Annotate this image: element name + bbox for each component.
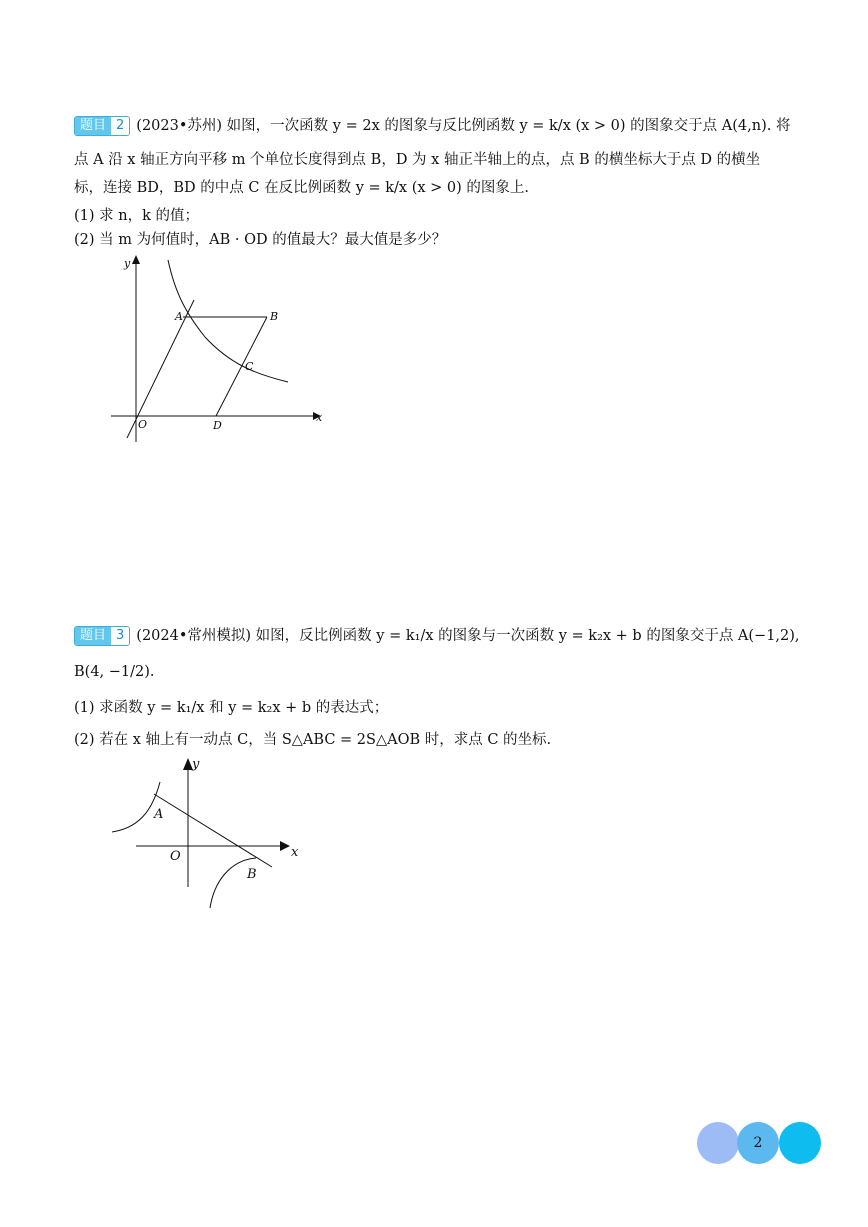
page-number-badge bbox=[697, 1122, 823, 1166]
problem-badge bbox=[74, 626, 130, 646]
problem-2-line-3: 标，连接 BD，BD 的中点 C 在反比例函数 y = k/x (x > 0) 的图象上. bbox=[74, 180, 530, 196]
x-axis-arrow bbox=[280, 841, 290, 851]
badge-label: 题目 bbox=[75, 627, 111, 645]
label-b: B bbox=[270, 310, 279, 323]
problem-3-part-2: (2) 若在 x 轴上有一动点 C，当 S△ABC = 2S△AOB 时，求点 C 的坐标. bbox=[74, 732, 552, 748]
badge-number: 3 bbox=[111, 627, 129, 645]
y-axis-arrow bbox=[132, 255, 140, 264]
pager-circle-left bbox=[697, 1122, 739, 1164]
problem-2-diagram bbox=[105, 252, 335, 447]
problem-3-line-2: B(4, −1/2). bbox=[74, 664, 155, 680]
badge-label: 题目 bbox=[75, 117, 111, 135]
label-y: y bbox=[124, 257, 131, 270]
label-a: A bbox=[175, 310, 183, 323]
problem-3 bbox=[74, 624, 800, 764]
segment-bd bbox=[216, 317, 267, 416]
label-o: O bbox=[170, 849, 181, 864]
label-d: D bbox=[213, 419, 222, 432]
label-y: y bbox=[192, 757, 200, 772]
page-number: 2 bbox=[753, 1135, 763, 1151]
label-x: x bbox=[316, 411, 323, 424]
problem-2-part-1: (1) 求 n，k 的值； bbox=[74, 208, 199, 224]
label-b: B bbox=[247, 867, 257, 882]
label-o: O bbox=[138, 418, 148, 431]
hyperbola-branch-lower bbox=[210, 858, 256, 908]
problem-3-line-1 bbox=[74, 626, 800, 646]
problem-3-figure bbox=[108, 752, 308, 921]
problem-text: (2023•苏州) 如图，一次函数 y = 2x 的图象与反比例函数 y = k/x (x > 0) 的图象交于点 A(4,n). 将 bbox=[136, 118, 791, 134]
problem-3-part-1: (1) 求函数 y = k₁/x 和 y = k₂x + b 的表达式； bbox=[74, 700, 389, 716]
pager-circle-right bbox=[779, 1122, 821, 1164]
hyperbola-branch-upper bbox=[112, 782, 160, 832]
label-x: x bbox=[291, 845, 299, 860]
badge-number: 2 bbox=[111, 117, 129, 135]
problem-2-line-2: 点 A 沿 x 轴正方向平移 m 个单位长度得到点 B，D 为 x 轴正半轴上的点，点 B 的横坐标大于点 D 的横坐 bbox=[74, 152, 761, 168]
label-a: A bbox=[154, 807, 164, 822]
problem-badge bbox=[74, 116, 130, 136]
problem-text: (2024•常州模拟) 如图，反比例函数 y = k₁/x 的图象与一次函数 y = k₂x + b 的图象交于点 A(−1,2), bbox=[136, 628, 800, 644]
problem-2-line-1 bbox=[74, 116, 790, 136]
label-c: C bbox=[245, 360, 254, 373]
problem-2-figure bbox=[105, 252, 335, 451]
problem-3-diagram bbox=[108, 752, 308, 917]
problem-2-part-2: (2) 当 m 为何值时，AB · OD 的值最大？最大值是多少？ bbox=[74, 232, 447, 248]
